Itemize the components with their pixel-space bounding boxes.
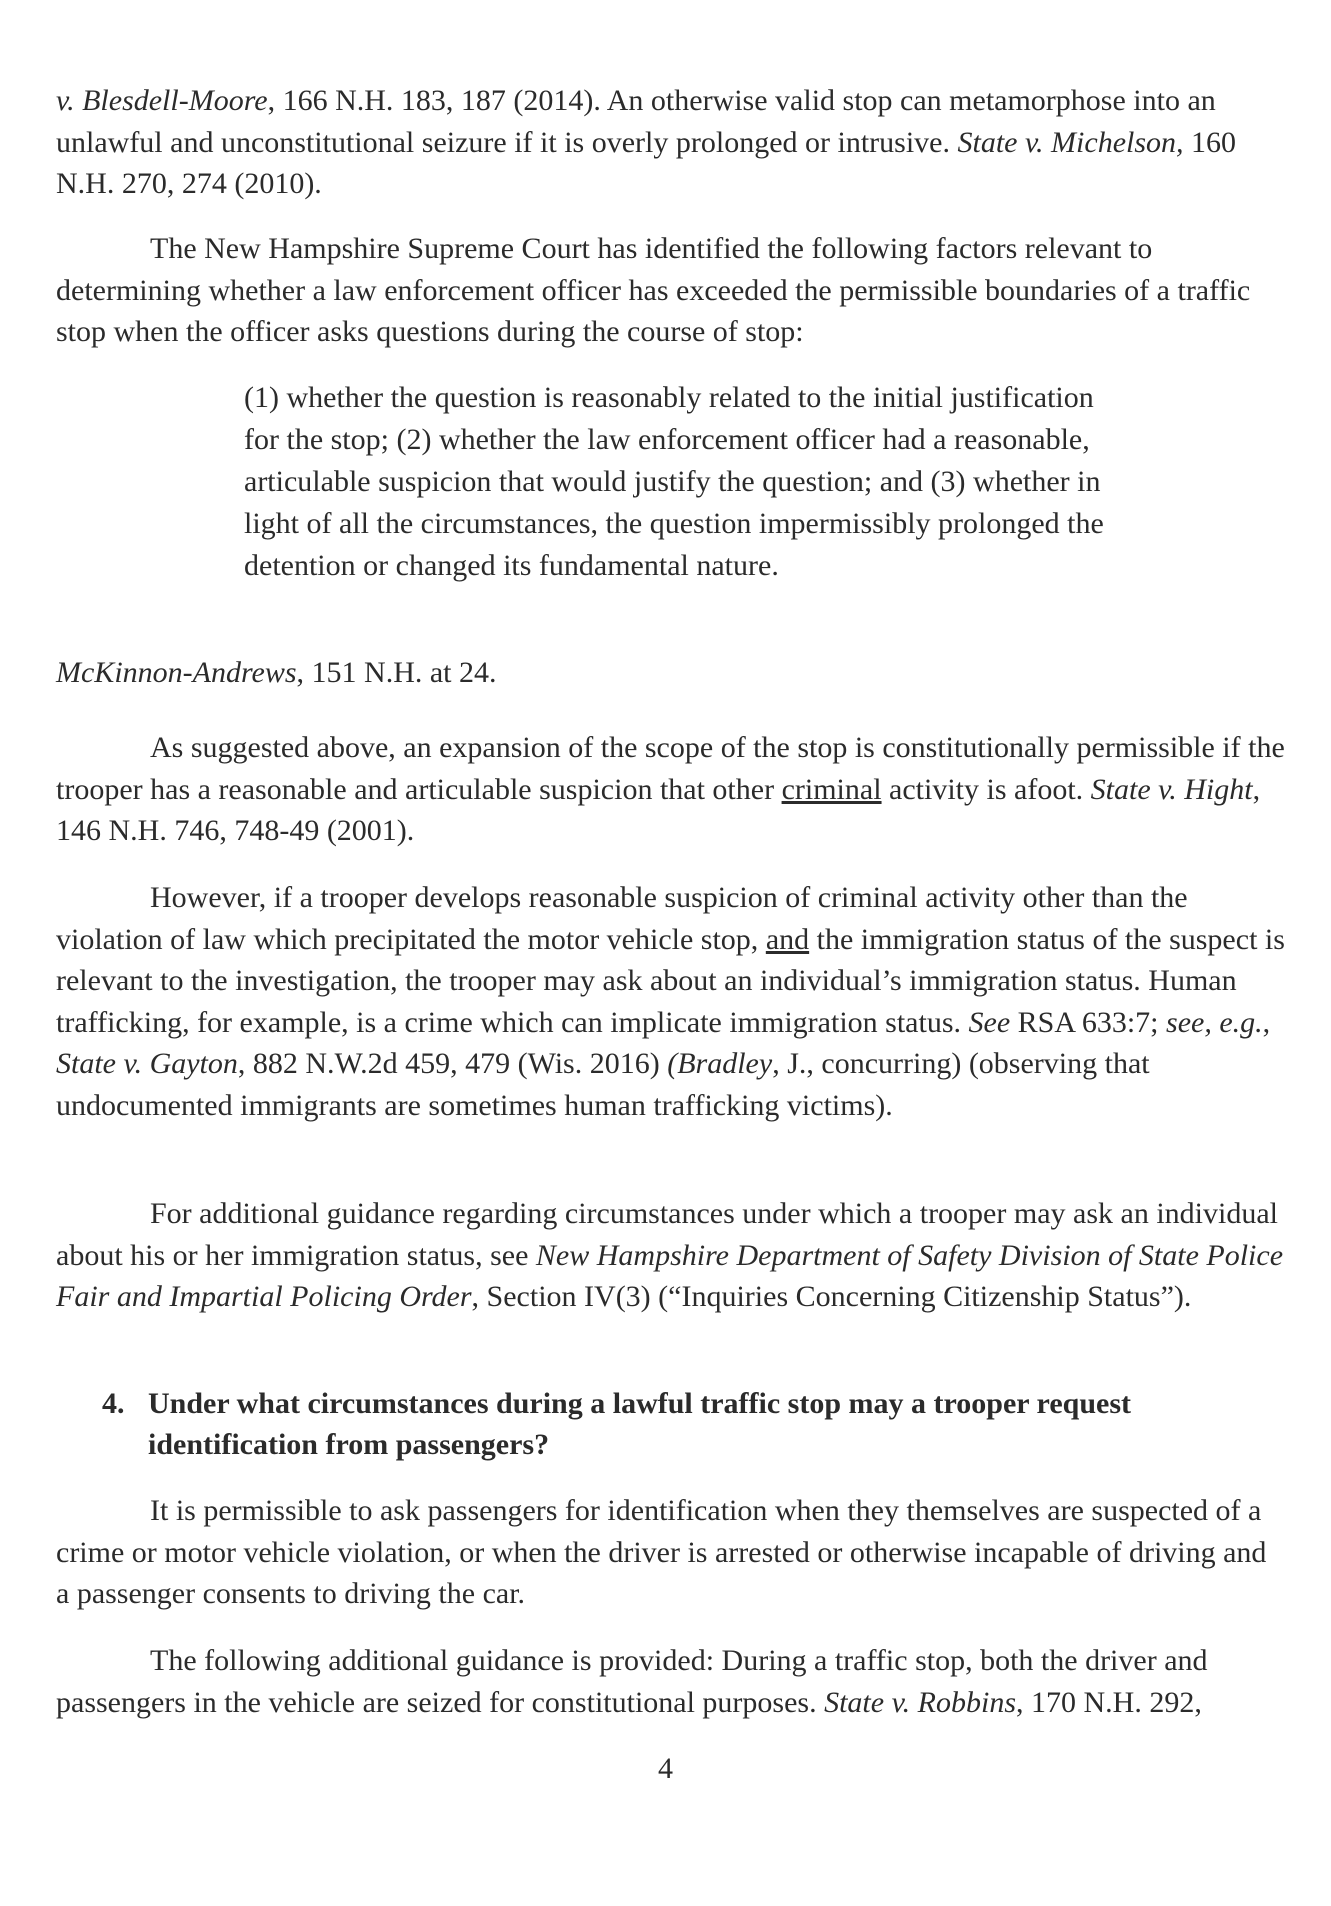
page-number: 4 (658, 1752, 673, 1785)
document-title: New Hampshire Department of Safety Division of State Police Fair and Impartial Policing Order (56, 1238, 1284, 1313)
paragraph-additional-guidance: For additional guidance regarding circumstances under which a trooper may ask an individual about his or her immigration status, see New Hampshire Department of Safety Division of State Police Fair and Impartial Policing Order, Section IV(3) (“Inquiries Concerning Citizenship Status”). (56, 1197, 1284, 1313)
underlined-word: criminal (781, 772, 882, 806)
case-name: McKinnon-Andrews (56, 656, 297, 689)
paragraph-seizure: The following additional guidance is provided: During a traffic stop, both the driver and passengers in the vehicle are seized for constitutional purposes. State v. Robbins, 170 N.H. 292, (56, 1644, 1208, 1719)
citation: McKinnon-Andrews, 151 N.H. at 24. (56, 656, 497, 689)
paragraph-passenger-identification: It is permissible to ask passengers for identification when they themselves are suspected of a crime or motor vehicle violation, or when the driver is arrested or otherwise incapable of driving and a passenger consents to driving the car. (56, 1494, 1267, 1610)
paragraph-continuation: v. Blesdell-Moore, 166 N.H. 183, 187 (2014). An otherwise valid stop can metamorphose into an unlawful and unconstitutional seizure if it is overly prolonged or intrusive. State v. Michelson, 160 N.H. 270, 274 (2010). (56, 84, 1237, 200)
case-name: State v. Hight (1090, 772, 1253, 806)
heading-text: Under what circumstances during a lawful traffic stop may a trooper request identification from passengers? (148, 1387, 1131, 1461)
heading-number: 4. (102, 1387, 125, 1420)
case-name: v. Blesdell-Moore (56, 84, 268, 117)
paragraph-factors-intro: The New Hampshire Supreme Court has identified the following factors relevant to determining whether a law enforcement officer has exceeded the permissible boundaries of a traffic stop when the officer asks questions during the course of stop: (56, 232, 1251, 348)
underlined-word: and (765, 922, 810, 956)
block-quote: (1) whether the question is reasonably related to the initial justification for the stop; (2) whether the law enforcement officer had a reasonable, articulable suspicion that would justify the question; and (3) whether in light of all the circumstances, the question impermissibly prolonged the detention or changed its fundamental nature. (244, 381, 1104, 582)
section-heading (102, 1383, 1222, 1465)
case-name: State v. Robbins (824, 1685, 1017, 1719)
case-name: State v. Gayton (56, 1047, 238, 1080)
paragraph-immigration-status: However, if a trooper develops reasonable suspicion of criminal activity other than the violation of law which precipitated the motor vehicle stop, and the immigration status of the suspect is relevant to the investigation, the trooper may ask about an individual’s immigration status. Human trafficking, for example, is a crime which can implicate immigration status. See RSA 633:7; see, e.g., State v. Gayton, 882 N.W.2d 459, 479 (Wis. 2016) (Bradley, J., concurring) (observing that undocumented immigrants are sometimes human trafficking victims). (56, 881, 1285, 1122)
paragraph-scope-expansion: As suggested above, an expansion of the scope of the stop is constitutionally permissible if the trooper has a reasonable and articulable suspicion that other criminal activity is afoot. State v. Hight, 146 N.H. 746, 748-49 (2001). (56, 731, 1285, 847)
case-name: State v. Michelson, (957, 125, 1184, 159)
